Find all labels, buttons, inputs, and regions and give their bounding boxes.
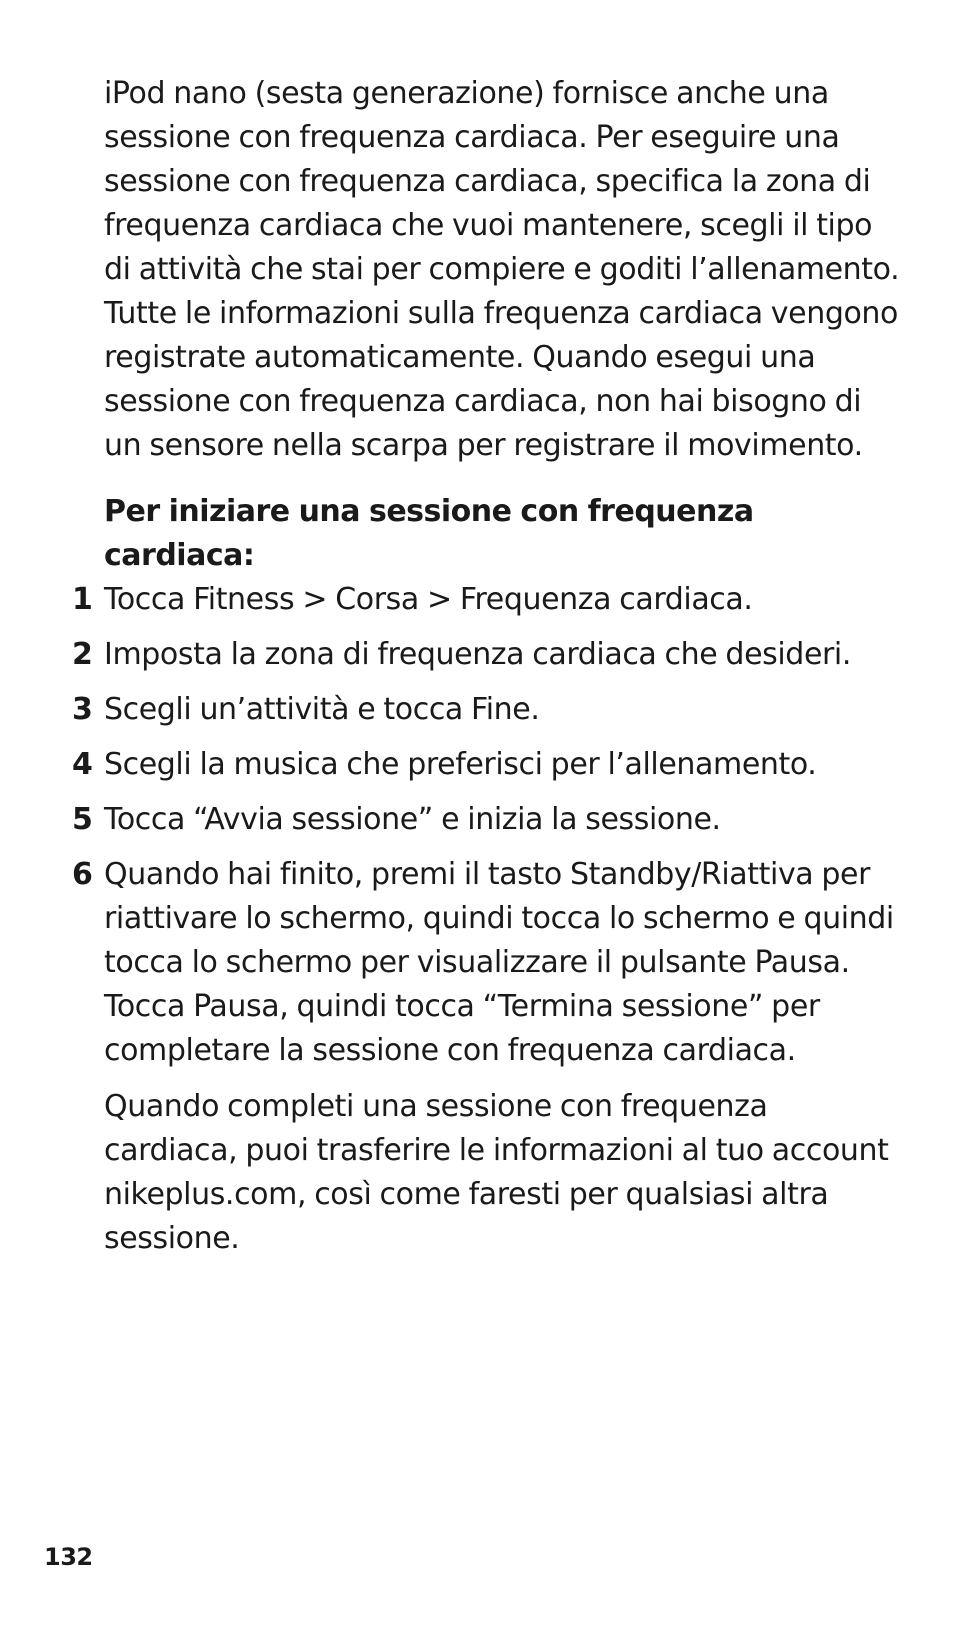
page-content <box>72 72 904 1261</box>
step-text: Imposta la zona di frequenza cardiaca che desideri. <box>104 637 852 672</box>
step-number: 1 <box>72 582 93 617</box>
step-number: 5 <box>72 802 93 837</box>
step-number: 4 <box>72 747 93 782</box>
closing-paragraph: Quando completi una sessione con frequenza cardiaca, puoi trasferire le informazioni al tuo account nikeplus.com, così come faresti per qualsiasi altra sessione. <box>104 1089 889 1256</box>
step-text: Tocca Fitness > Corsa > Frequenza cardiaca. <box>104 582 753 617</box>
step-text: Scegli un’attività e tocca Fine. <box>104 692 540 727</box>
step-item <box>72 853 904 1073</box>
step-text: Quando hai finito, premi il tasto Standby/Riattiva per riattivare lo schermo, quindi tocca lo schermo e quindi tocca lo schermo per visualizzare il pulsante Pausa. Tocca Pausa, quindi tocca “Termina sessione” per completare la sessione con frequenza cardiaca. <box>104 857 894 1068</box>
step-text: Tocca “Avvia sessione” e inizia la sessione. <box>104 802 721 837</box>
step-item <box>72 743 904 787</box>
procedure-steps <box>72 578 904 1073</box>
intro-paragraph: iPod nano (sesta generazione) fornisce anche una sessione con frequenza cardiaca. Per eseguire una sessione con frequenza cardiaca, specifica la zona di frequenza cardiaca che vuoi mantenere, scegli il tipo di attività che stai per compiere e goditi l’allenamento. Tutte le informazioni sulla frequenza cardiaca vengono registrate automaticamente. Quando esegui una sessione con frequenza cardiaca, non hai bisogno di un sensore nella scarpa per registrare il movimento. <box>104 76 900 463</box>
step-item <box>72 633 904 677</box>
step-number: 6 <box>72 857 93 892</box>
procedure-heading: Per iniziare una sessione con frequenza cardiaca: <box>104 494 754 573</box>
step-text: Scegli la musica che preferisci per l’allenamento. <box>104 747 817 782</box>
step-number: 2 <box>72 637 93 672</box>
step-number: 3 <box>72 692 93 727</box>
page-number: 132 <box>44 1543 93 1571</box>
step-item <box>72 578 904 622</box>
step-item <box>72 798 904 842</box>
step-item <box>72 688 904 732</box>
